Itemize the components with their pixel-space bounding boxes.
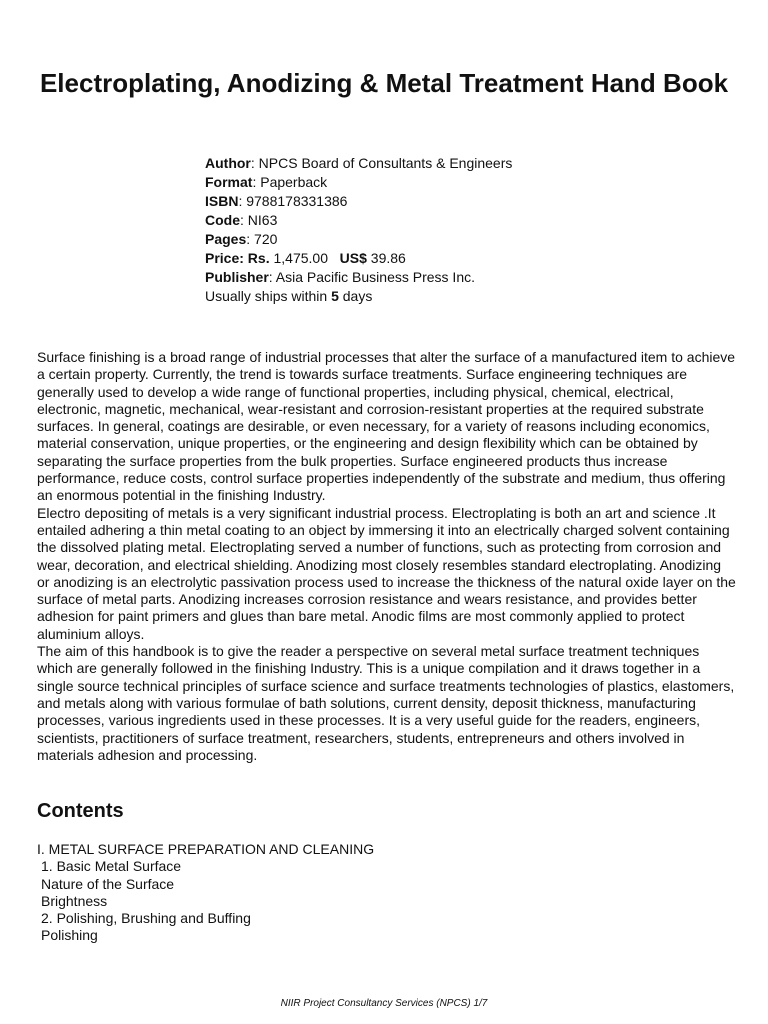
pages-row (205, 230, 705, 249)
isbn-label: ISBN (205, 193, 239, 209)
publisher-label: Publisher (205, 269, 269, 285)
code-label: Code (205, 212, 240, 228)
pages-label: Pages (205, 231, 247, 247)
contents-heading: Contents (37, 800, 124, 822)
description (37, 349, 737, 764)
page-title: Electroplating, Anodizing & Metal Treatment Hand Book (39, 68, 729, 98)
isbn-value: : 9788178331386 (238, 193, 348, 209)
book-details (205, 154, 705, 306)
price-usd-value: 39.86 (366, 250, 406, 266)
code-value: : NI63 (240, 212, 278, 228)
price-rs-label: Price: Rs. (205, 250, 270, 266)
format-label: Format (205, 174, 253, 190)
shipping-row (205, 287, 705, 306)
toc-item: 1. Basic Metal Surface (41, 858, 182, 875)
price-usd-label: US$ (339, 250, 367, 266)
description-paragraph: The aim of this handbook is to give the reader a perspective on several metal surface treatment techniques which are generally followed in the finishing Industry. This is a unique compilation and it draws together in a single source technical principles of surface science and surface treatments technologies of plastics, elastomers, and metals along with various formulae of bath solutions, current density, deposit thickness, manufacturing processes, various ingredients used in these processes. It is a very useful guide for the readers, engineers, scientists, practitioners of surface treatment, researchers, students, entrepreneurs and others involved in materials adhesion and processing. (37, 643, 735, 763)
toc-item: Nature of the Surface (41, 875, 175, 892)
format-row (205, 173, 705, 192)
shipping-suffix: days (338, 288, 373, 304)
toc-item: 2. Polishing, Brushing and Buffing (41, 910, 251, 927)
price-row (205, 249, 705, 268)
author-row (205, 154, 705, 173)
publisher-value: : Asia Pacific Business Press Inc. (268, 269, 475, 285)
author-label: Author (205, 155, 251, 171)
description-paragraph: Surface finishing is a broad range of industrial processes that alter the surface of a manufactured item to achieve a certain property. Currently, the trend is towards surface treatments. Surface engineering techniques are generally used to develop a wide range of functional properties, including physical, chemical, electrical, electronic, magnetic, mechanical, wear-resistant and corrosion-resistant properties at the required substrate surfaces. In general, coatings are desirable, or even necessary, for a variety of reasons including economics, material conservation, unique properties, or the engineering and design flexibility which can be obtained by separating the surface properties from the bulk properties. Surface engineered products thus increase performance, reduce costs, control surface properties independently of the substrate and medium, thus offering an enormous potential in the finishing Industry. (37, 349, 736, 504)
toc-item: Polishing (41, 927, 98, 944)
page-footer: NIIR Project Consultancy Services (NPCS) 1/7 (280, 998, 488, 1009)
code-row (205, 211, 705, 230)
shipping-days: 5 (331, 288, 339, 304)
toc-item: Brightness (41, 892, 108, 909)
format-value: : Paperback (252, 174, 328, 190)
toc-item: I. METAL SURFACE PREPARATION AND CLEANING (37, 841, 375, 857)
price-rs-value: 1,475.00 (269, 250, 328, 266)
publisher-row (205, 268, 705, 287)
pages-value: : 720 (246, 231, 278, 247)
isbn-row (205, 192, 705, 211)
shipping-prefix: Usually ships within (205, 288, 332, 304)
description-paragraph: Electro depositing of metals is a very significant industrial process. Electroplating is both an art and science .It entailed adhering a thin metal coating to an object by immersing it into an electrically charged solvent containing the dissolved plating metal. Electroplating served a number of functions, such as protecting from corrosion and wear, decoration, and electrical shielding. Anodizing most closely resembles standard electroplating. Anodizing or anodizing is an electrolytic passivation process used to increase the thickness of the natural oxide layer on the surface of metal parts. Anodizing increases corrosion resistance and wears resistance, and provides better adhesion for paint primers and glues than bare metal. Anodic films are most commonly applied to protect aluminium alloys. (37, 504, 736, 642)
author-value: : NPCS Board of Consultants & Engineers (250, 155, 513, 171)
table-of-contents (37, 841, 737, 945)
